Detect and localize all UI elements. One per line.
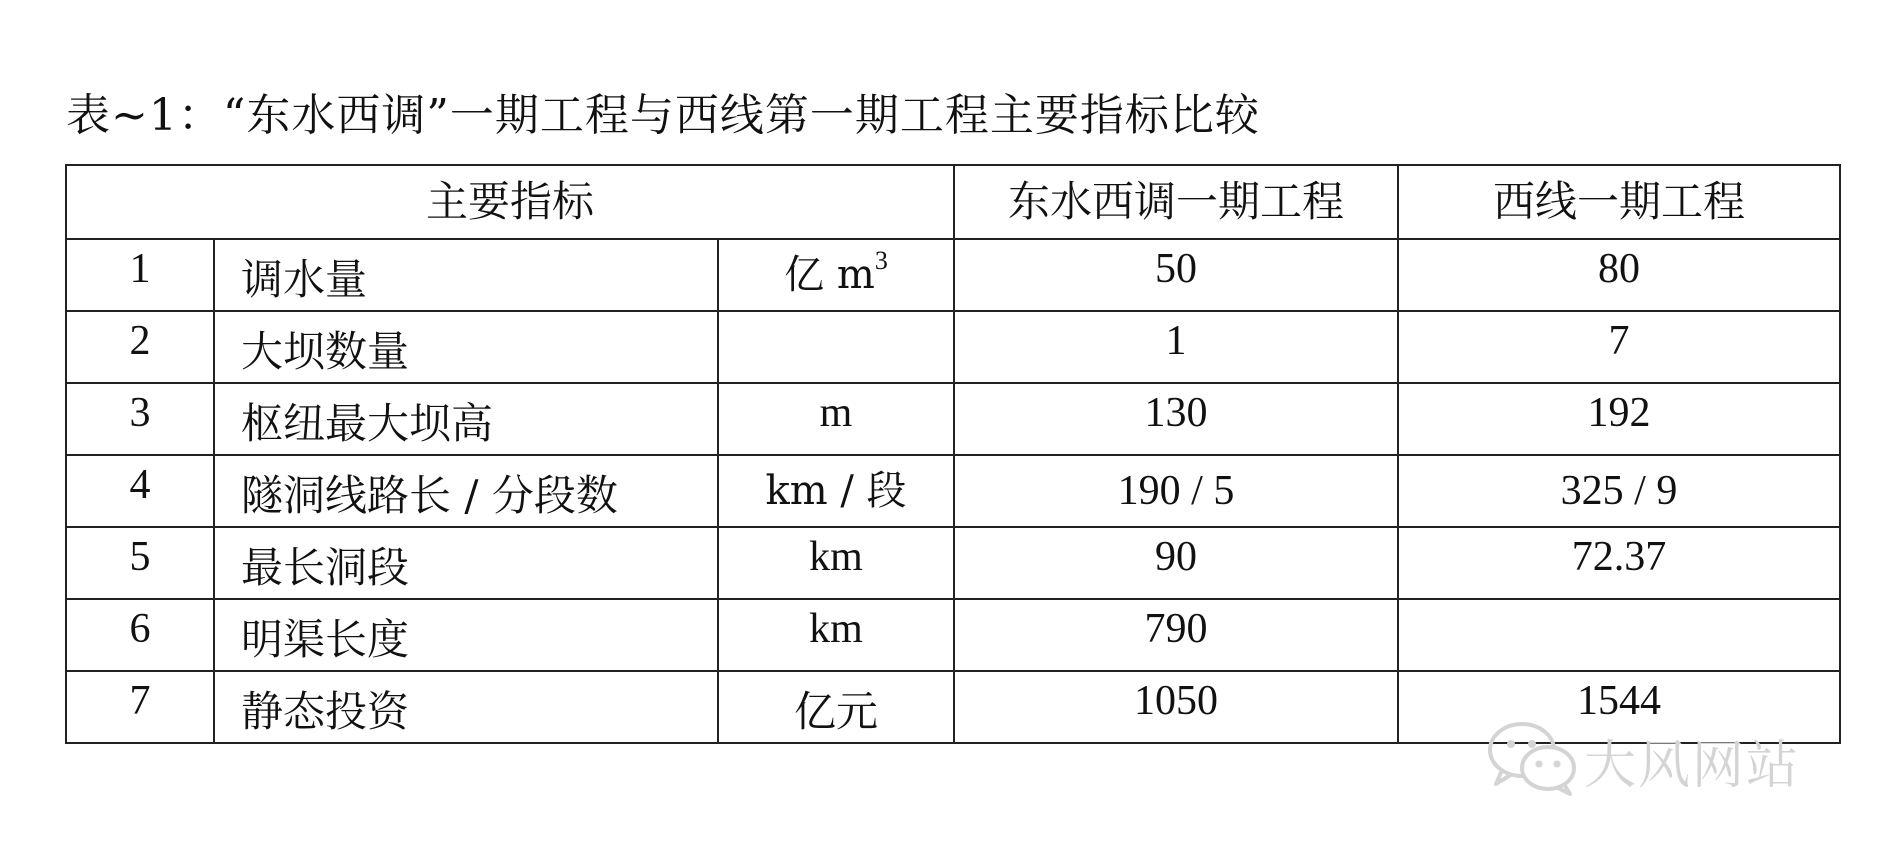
east-value: 1 xyxy=(954,311,1398,383)
unit-cell: km xyxy=(718,599,954,671)
west-value: 7 xyxy=(1398,311,1840,383)
west-value: 72.37 xyxy=(1398,527,1840,599)
row-number: 7 xyxy=(66,671,214,743)
row-number: 4 xyxy=(66,455,214,527)
table-row xyxy=(66,455,1840,527)
indicator-name: 最长洞段 xyxy=(214,527,718,599)
indicator-name: 枢纽最大坝高 xyxy=(214,383,718,455)
indicator-name: 隧洞线路长 / 分段数 xyxy=(214,455,718,527)
row-number: 3 xyxy=(66,383,214,455)
east-value: 90 xyxy=(954,527,1398,599)
unit-cell xyxy=(718,311,954,383)
table-caption: 表~1：“东水西调”一期工程与西线第一期工程主要指标比较 xyxy=(66,90,1260,141)
east-value: 790 xyxy=(954,599,1398,671)
wechat-icon xyxy=(1486,718,1580,803)
east-value: 1050 xyxy=(954,671,1398,743)
table-row xyxy=(66,311,1840,383)
comparison-table xyxy=(65,164,1841,744)
unit-exponent: 3 xyxy=(874,246,888,275)
row-number: 2 xyxy=(66,311,214,383)
unit-cell: 亿元 xyxy=(718,671,954,743)
row-number: 1 xyxy=(66,239,214,311)
row-number: 5 xyxy=(66,527,214,599)
header-row xyxy=(66,165,1840,239)
west-value: 325 / 9 xyxy=(1398,455,1840,527)
east-value: 130 xyxy=(954,383,1398,455)
unit-cell: km xyxy=(718,527,954,599)
east-value: 190 / 5 xyxy=(954,455,1398,527)
unit-cell: 亿 $m^3$ xyxy=(718,239,954,311)
table-row xyxy=(66,599,1840,671)
table-row xyxy=(66,383,1840,455)
header-indicator: 主要指标 xyxy=(66,165,954,239)
table-row xyxy=(66,239,1840,311)
watermark xyxy=(1486,715,1846,805)
east-value: 50 xyxy=(954,239,1398,311)
indicator-name: 静态投资 xyxy=(214,671,718,743)
header-east-to-west: 东水西调一期工程 xyxy=(954,165,1398,239)
table-row xyxy=(66,527,1840,599)
watermark-text: 大风网站 xyxy=(1584,735,1801,796)
unit-cell: m xyxy=(718,383,954,455)
indicator-name: 大坝数量 xyxy=(214,311,718,383)
west-value: 192 xyxy=(1398,383,1840,455)
west-value: 1544 xyxy=(1398,671,1840,743)
indicator-name: 调水量 xyxy=(214,239,718,311)
west-value: 80 xyxy=(1398,239,1840,311)
header-west-line: 西线一期工程 xyxy=(1398,165,1840,239)
indicator-name: 明渠长度 xyxy=(214,599,718,671)
west-value xyxy=(1398,599,1840,671)
row-number: 6 xyxy=(66,599,214,671)
unit-cell: km / 段 xyxy=(718,455,954,527)
